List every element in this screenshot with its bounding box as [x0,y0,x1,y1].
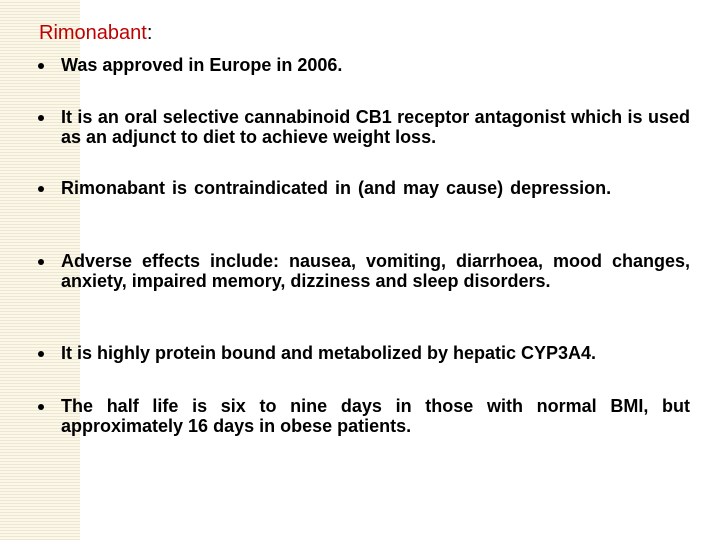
bullet-text: It is an oral selective cannabinoid CB1 receptor antagonist which is used as an adjunct to diet to achieve weight loss. [61,107,690,147]
bullet-item-5 [38,343,690,363]
slide-title-main: Rimonabant [39,22,147,44]
bullet-item-6 [38,396,690,436]
bullet-text: Was approved in Europe in 2006. [61,55,343,75]
bullet-text: Rimonabant is contraindicated in (and may cause) depression. [61,178,612,198]
bullet-dot-icon [38,351,44,357]
bullet-text: Adverse effects include: nausea, vomiting, diarrhoea, mood changes, anxiety, impaired memory, dizziness and sleep disorders. [61,251,690,291]
bullet-text: It is highly protein bound and metabolized by hepatic CYP3A4. [61,343,597,363]
bullet-text: The half life is six to nine days in those with normal BMI, but approximately 16 days in obese patients. [61,396,690,436]
bullet-item-4 [38,251,690,291]
bullet-dot-icon [38,259,44,265]
bullet-item-3 [38,178,690,198]
bullet-dot-icon [38,186,44,192]
bullet-dot-icon [38,63,44,69]
bullet-dot-icon [38,115,44,121]
bullet-item-2 [38,107,690,147]
bullet-dot-icon [38,404,44,410]
slide-title-colon: : [146,22,153,44]
bullet-item-1 [38,55,690,75]
